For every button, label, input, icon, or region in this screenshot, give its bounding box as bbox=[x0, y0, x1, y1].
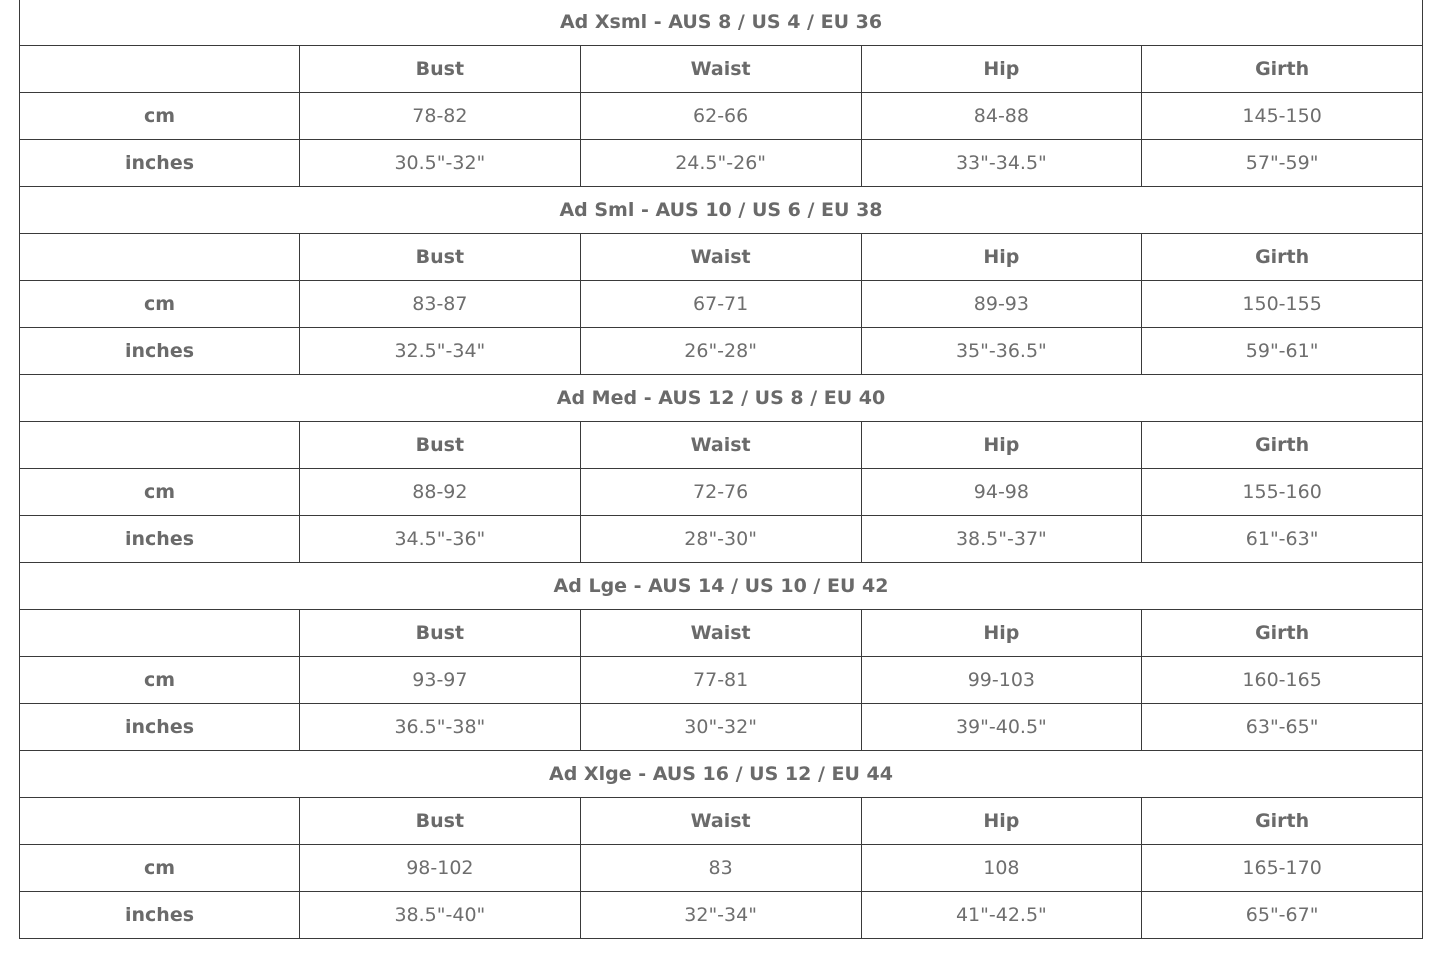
measurement-value: 83-87 bbox=[300, 281, 581, 328]
measurement-row bbox=[20, 93, 1423, 140]
measurement-row bbox=[20, 140, 1423, 187]
measurement-value: 145-150 bbox=[1142, 93, 1423, 140]
column-header-girth: Girth bbox=[1142, 46, 1423, 93]
measurement-value: 88-92 bbox=[300, 469, 581, 516]
column-header-row bbox=[20, 798, 1423, 845]
measurement-row bbox=[20, 516, 1423, 563]
measurement-value: 26"-28" bbox=[580, 328, 861, 375]
measurement-row bbox=[20, 704, 1423, 751]
measurement-value: 33"-34.5" bbox=[861, 140, 1142, 187]
measurement-value: 165-170 bbox=[1142, 845, 1423, 892]
measurement-value: 150-155 bbox=[1142, 281, 1423, 328]
size-chart bbox=[19, 0, 1422, 939]
column-header-girth: Girth bbox=[1142, 422, 1423, 469]
measurement-value: 62-66 bbox=[580, 93, 861, 140]
measurement-value: 39"-40.5" bbox=[861, 704, 1142, 751]
column-header-bust: Bust bbox=[300, 234, 581, 281]
measurement-value: 77-81 bbox=[580, 657, 861, 704]
measurement-value: 30"-32" bbox=[580, 704, 861, 751]
unit-label: cm bbox=[20, 469, 300, 516]
column-header-row bbox=[20, 422, 1423, 469]
column-header-waist: Waist bbox=[580, 798, 861, 845]
column-header-row bbox=[20, 610, 1423, 657]
unit-label: inches bbox=[20, 704, 300, 751]
size-title: Ad Sml - AUS 10 / US 6 / EU 38 bbox=[20, 187, 1423, 234]
unit-label: inches bbox=[20, 892, 300, 939]
column-header-hip: Hip bbox=[861, 610, 1142, 657]
size-title-row bbox=[20, 187, 1423, 234]
measurement-value: 32"-34" bbox=[580, 892, 861, 939]
measurement-value: 94-98 bbox=[861, 469, 1142, 516]
column-header-hip: Hip bbox=[861, 234, 1142, 281]
unit-label: cm bbox=[20, 657, 300, 704]
header-blank-cell bbox=[20, 234, 300, 281]
measurement-row bbox=[20, 469, 1423, 516]
measurement-value: 99-103 bbox=[861, 657, 1142, 704]
column-header-hip: Hip bbox=[861, 46, 1142, 93]
measurement-value: 57"-59" bbox=[1142, 140, 1423, 187]
measurement-value: 63"-65" bbox=[1142, 704, 1423, 751]
size-title: Ad Med - AUS 12 / US 8 / EU 40 bbox=[20, 375, 1423, 422]
column-header-bust: Bust bbox=[300, 422, 581, 469]
measurement-value: 30.5"-32" bbox=[300, 140, 581, 187]
size-chart-body bbox=[20, 0, 1423, 939]
measurement-row bbox=[20, 657, 1423, 704]
column-header-girth: Girth bbox=[1142, 798, 1423, 845]
size-title-row bbox=[20, 375, 1423, 422]
unit-label: cm bbox=[20, 281, 300, 328]
header-blank-cell bbox=[20, 798, 300, 845]
measurement-value: 93-97 bbox=[300, 657, 581, 704]
column-header-row bbox=[20, 234, 1423, 281]
column-header-waist: Waist bbox=[580, 422, 861, 469]
measurement-row bbox=[20, 281, 1423, 328]
size-title: Ad Xlge - AUS 16 / US 12 / EU 44 bbox=[20, 751, 1423, 798]
measurement-value: 35"-36.5" bbox=[861, 328, 1142, 375]
column-header-hip: Hip bbox=[861, 422, 1142, 469]
measurement-value: 36.5"-38" bbox=[300, 704, 581, 751]
measurement-value: 98-102 bbox=[300, 845, 581, 892]
measurement-row bbox=[20, 328, 1423, 375]
column-header-waist: Waist bbox=[580, 610, 861, 657]
unit-label: cm bbox=[20, 93, 300, 140]
measurement-value: 78-82 bbox=[300, 93, 581, 140]
column-header-waist: Waist bbox=[580, 234, 861, 281]
measurement-value: 38.5"-40" bbox=[300, 892, 581, 939]
measurement-value: 61"-63" bbox=[1142, 516, 1423, 563]
column-header-girth: Girth bbox=[1142, 234, 1423, 281]
size-chart-table bbox=[19, 0, 1423, 939]
header-blank-cell bbox=[20, 46, 300, 93]
measurement-value: 83 bbox=[580, 845, 861, 892]
unit-label: inches bbox=[20, 140, 300, 187]
unit-label: inches bbox=[20, 516, 300, 563]
column-header-bust: Bust bbox=[300, 610, 581, 657]
measurement-row bbox=[20, 845, 1423, 892]
size-title-row bbox=[20, 751, 1423, 798]
measurement-value: 65"-67" bbox=[1142, 892, 1423, 939]
header-blank-cell bbox=[20, 422, 300, 469]
size-title-row bbox=[20, 0, 1423, 46]
measurement-value: 28"-30" bbox=[580, 516, 861, 563]
column-header-girth: Girth bbox=[1142, 610, 1423, 657]
size-title: Ad Xsml - AUS 8 / US 4 / EU 36 bbox=[20, 0, 1423, 46]
measurement-value: 160-165 bbox=[1142, 657, 1423, 704]
size-title-row bbox=[20, 563, 1423, 610]
measurement-value: 24.5"-26" bbox=[580, 140, 861, 187]
column-header-row bbox=[20, 46, 1423, 93]
measurement-value: 59"-61" bbox=[1142, 328, 1423, 375]
measurement-row bbox=[20, 892, 1423, 939]
column-header-bust: Bust bbox=[300, 798, 581, 845]
measurement-value: 84-88 bbox=[861, 93, 1142, 140]
header-blank-cell bbox=[20, 610, 300, 657]
size-title: Ad Lge - AUS 14 / US 10 / EU 42 bbox=[20, 563, 1423, 610]
measurement-value: 155-160 bbox=[1142, 469, 1423, 516]
unit-label: cm bbox=[20, 845, 300, 892]
measurement-value: 32.5"-34" bbox=[300, 328, 581, 375]
measurement-value: 41"-42.5" bbox=[861, 892, 1142, 939]
unit-label: inches bbox=[20, 328, 300, 375]
measurement-value: 38.5"-37" bbox=[861, 516, 1142, 563]
column-header-hip: Hip bbox=[861, 798, 1142, 845]
measurement-value: 34.5"-36" bbox=[300, 516, 581, 563]
measurement-value: 72-76 bbox=[580, 469, 861, 516]
column-header-bust: Bust bbox=[300, 46, 581, 93]
measurement-value: 67-71 bbox=[580, 281, 861, 328]
measurement-value: 89-93 bbox=[861, 281, 1142, 328]
column-header-waist: Waist bbox=[580, 46, 861, 93]
measurement-value: 108 bbox=[861, 845, 1142, 892]
